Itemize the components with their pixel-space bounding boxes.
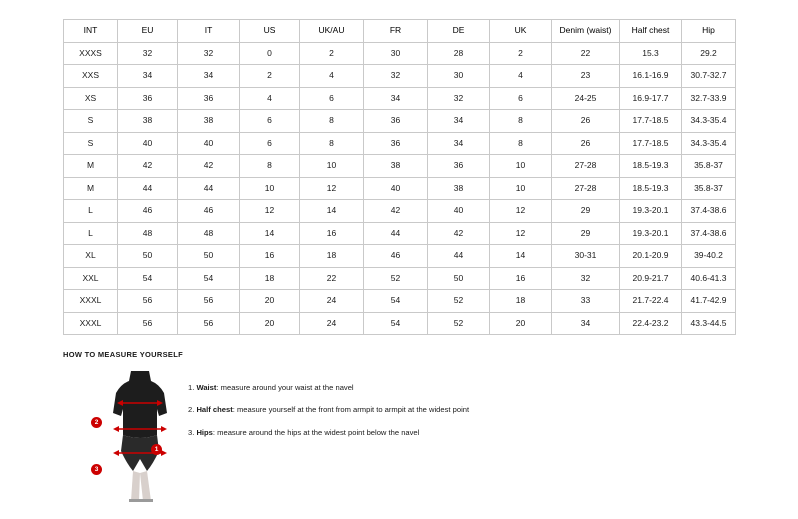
table-cell-hip: 43.3-44.5 (682, 312, 736, 335)
column-header-de: DE (428, 20, 490, 43)
table-cell-de: 34 (428, 110, 490, 133)
table-cell-int: M (64, 155, 118, 178)
table-cell-fr: 42 (364, 200, 428, 223)
mannequin-illustration (101, 369, 179, 504)
table-cell-half-chest: 19.3-20.1 (620, 222, 682, 245)
table-row (64, 65, 736, 88)
table-cell-int: L (64, 222, 118, 245)
table-row (64, 110, 736, 133)
table-cell-int: L (64, 200, 118, 223)
column-header-eu: EU (118, 20, 178, 43)
table-cell-eu: 56 (118, 312, 178, 335)
table-cell-half-chest: 16.9-17.7 (620, 87, 682, 110)
table-cell-hip: 30.7-32.7 (682, 65, 736, 88)
instruction-line-3 (188, 428, 469, 437)
table-cell-half-chest: 21.7-22.4 (620, 290, 682, 313)
table-cell-fr: 54 (364, 312, 428, 335)
table-cell-hip: 35.8-37 (682, 177, 736, 200)
table-cell-uk-au: 10 (300, 155, 364, 178)
table-cell-it: 36 (178, 87, 240, 110)
table-row (64, 200, 736, 223)
measurement-instructions (188, 369, 469, 437)
table-row (64, 267, 736, 290)
table-cell-de: 40 (428, 200, 490, 223)
table-cell-half-chest: 18.5-19.3 (620, 155, 682, 178)
table-cell-uk-au: 4 (300, 65, 364, 88)
table-cell-eu: 54 (118, 267, 178, 290)
table-cell-eu: 46 (118, 200, 178, 223)
table-cell-de: 42 (428, 222, 490, 245)
table-cell-eu: 50 (118, 245, 178, 268)
table-row (64, 132, 736, 155)
table-header-row (64, 20, 736, 43)
table-cell-it: 56 (178, 290, 240, 313)
table-cell-uk-au: 24 (300, 290, 364, 313)
badge-3-hips: 3 (91, 464, 102, 475)
table-cell-uk-au: 2 (300, 42, 364, 65)
stand-base (129, 499, 153, 502)
table-cell-hip: 37.4-38.6 (682, 200, 736, 223)
instruction-text: : measure yourself at the front from armpit to armpit at the widest point (232, 405, 470, 415)
table-cell-it: 42 (178, 155, 240, 178)
table-cell-us: 2 (240, 65, 300, 88)
table-cell-denim-waist: 33 (552, 290, 620, 313)
table-cell-us: 4 (240, 87, 300, 110)
table-cell-denim-waist: 34 (552, 312, 620, 335)
table-cell-int: XXXL (64, 290, 118, 313)
table-cell-it: 50 (178, 245, 240, 268)
table-cell-fr: 38 (364, 155, 428, 178)
table-cell-us: 6 (240, 110, 300, 133)
column-header-uk: UK (490, 20, 552, 43)
table-cell-eu: 48 (118, 222, 178, 245)
table-cell-uk: 14 (490, 245, 552, 268)
table-row (64, 290, 736, 313)
table-cell-eu: 40 (118, 132, 178, 155)
left-leg-shape (131, 471, 140, 501)
table-cell-hip: 34.3-35.4 (682, 110, 736, 133)
table-cell-de: 30 (428, 65, 490, 88)
table-cell-fr: 34 (364, 87, 428, 110)
table-cell-eu: 32 (118, 42, 178, 65)
table-cell-half-chest: 17.7-18.5 (620, 132, 682, 155)
table-cell-denim-waist: 32 (552, 267, 620, 290)
table-cell-us: 10 (240, 177, 300, 200)
table-cell-int: S (64, 110, 118, 133)
waist-arrow-left (113, 426, 119, 432)
table-cell-half-chest: 15.3 (620, 42, 682, 65)
table-cell-uk: 8 (490, 132, 552, 155)
table-cell-fr: 54 (364, 290, 428, 313)
table-cell-uk: 20 (490, 312, 552, 335)
table-cell-uk: 10 (490, 177, 552, 200)
table-cell-uk-au: 24 (300, 312, 364, 335)
table-cell-de: 52 (428, 312, 490, 335)
table-cell-de: 34 (428, 132, 490, 155)
column-header-half-chest: Half chest (620, 20, 682, 43)
hips-arrow-right (161, 450, 167, 456)
table-cell-it: 34 (178, 65, 240, 88)
table-cell-eu: 36 (118, 87, 178, 110)
table-cell-uk: 10 (490, 155, 552, 178)
column-header-uk-au: UK/AU (300, 20, 364, 43)
table-cell-us: 16 (240, 245, 300, 268)
table-cell-uk-au: 8 (300, 132, 364, 155)
instruction-text: : measure around the hips at the widest point below the navel (212, 427, 420, 437)
table-cell-uk-au: 8 (300, 110, 364, 133)
table-row (64, 155, 736, 178)
table-cell-int: XXL (64, 267, 118, 290)
hips-arrow-left (113, 450, 119, 456)
table-cell-hip: 35.8-37 (682, 155, 736, 178)
table-cell-uk: 16 (490, 267, 552, 290)
table-row (64, 312, 736, 335)
table-cell-half-chest: 20.1-20.9 (620, 245, 682, 268)
table-cell-uk-au: 22 (300, 267, 364, 290)
table-cell-it: 44 (178, 177, 240, 200)
table-cell-int: M (64, 177, 118, 200)
table-cell-hip: 34.3-35.4 (682, 132, 736, 155)
table-cell-de: 28 (428, 42, 490, 65)
column-header-it: IT (178, 20, 240, 43)
table-cell-hip: 39-40.2 (682, 245, 736, 268)
measurement-figure (63, 369, 188, 504)
table-cell-eu: 56 (118, 290, 178, 313)
table-row (64, 87, 736, 110)
table-row (64, 42, 736, 65)
table-cell-half-chest: 17.7-18.5 (620, 110, 682, 133)
table-cell-de: 50 (428, 267, 490, 290)
instruction-text: : measure around your waist at the navel (216, 383, 354, 392)
table-cell-hip: 41.7-42.9 (682, 290, 736, 313)
instruction-number: 2. (188, 405, 197, 415)
table-cell-it: 46 (178, 200, 240, 223)
column-header-hip: Hip (682, 20, 736, 43)
table-cell-denim-waist: 27-28 (552, 155, 620, 178)
table-cell-uk-au: 14 (300, 200, 364, 223)
table-cell-uk: 6 (490, 87, 552, 110)
instruction-line-1 (188, 383, 469, 392)
column-header-fr: FR (364, 20, 428, 43)
table-cell-denim-waist: 30-31 (552, 245, 620, 268)
table-cell-uk: 4 (490, 65, 552, 88)
table-cell-fr: 46 (364, 245, 428, 268)
table-cell-half-chest: 18.5-19.3 (620, 177, 682, 200)
table-cell-int: XXS (64, 65, 118, 88)
table-cell-uk-au: 16 (300, 222, 364, 245)
table-cell-fr: 52 (364, 267, 428, 290)
table-cell-uk: 2 (490, 42, 552, 65)
table-row (64, 177, 736, 200)
instruction-term: Waist (196, 383, 217, 392)
table-cell-denim-waist: 26 (552, 110, 620, 133)
instruction-number: 1. (188, 383, 197, 392)
table-cell-us: 8 (240, 155, 300, 178)
table-cell-int: S (64, 132, 118, 155)
table-cell-de: 52 (428, 290, 490, 313)
how-to-measure-section (63, 350, 743, 504)
table-cell-it: 54 (178, 267, 240, 290)
table-cell-eu: 38 (118, 110, 178, 133)
table-cell-de: 36 (428, 155, 490, 178)
table-cell-hip: 29.2 (682, 42, 736, 65)
table-cell-eu: 34 (118, 65, 178, 88)
instruction-term: Hips (196, 427, 213, 437)
table-cell-fr: 44 (364, 222, 428, 245)
column-header-us: US (240, 20, 300, 43)
table-cell-denim-waist: 24-25 (552, 87, 620, 110)
table-cell-denim-waist: 29 (552, 200, 620, 223)
badge-1-waist: 1 (151, 444, 162, 455)
table-cell-uk-au: 6 (300, 87, 364, 110)
table-cell-us: 20 (240, 312, 300, 335)
table-cell-eu: 42 (118, 155, 178, 178)
table-cell-uk: 12 (490, 200, 552, 223)
table-cell-fr: 36 (364, 132, 428, 155)
table-cell-uk: 18 (490, 290, 552, 313)
table-cell-us: 0 (240, 42, 300, 65)
table-cell-us: 6 (240, 132, 300, 155)
table-cell-denim-waist: 27-28 (552, 177, 620, 200)
column-header-int: INT (64, 20, 118, 43)
table-cell-fr: 40 (364, 177, 428, 200)
table-cell-int: XL (64, 245, 118, 268)
table-cell-int: XXXL (64, 312, 118, 335)
instruction-line-2 (188, 405, 469, 414)
table-cell-it: 32 (178, 42, 240, 65)
table-cell-uk: 8 (490, 110, 552, 133)
table-cell-int: XXXS (64, 42, 118, 65)
table-cell-eu: 44 (118, 177, 178, 200)
table-cell-half-chest: 20.9-21.7 (620, 267, 682, 290)
table-cell-denim-waist: 26 (552, 132, 620, 155)
badge-2-half-chest: 2 (91, 417, 102, 428)
table-cell-uk: 12 (490, 222, 552, 245)
table-row (64, 245, 736, 268)
table-row (64, 222, 736, 245)
table-cell-us: 18 (240, 267, 300, 290)
how-to-measure-title: HOW TO MEASURE YOURSELF (63, 350, 183, 359)
table-cell-it: 38 (178, 110, 240, 133)
table-cell-us: 14 (240, 222, 300, 245)
table-cell-hip: 37.4-38.6 (682, 222, 736, 245)
size-conversion-table (63, 19, 736, 335)
table-cell-it: 48 (178, 222, 240, 245)
table-cell-it: 56 (178, 312, 240, 335)
table-cell-de: 32 (428, 87, 490, 110)
column-header-denim-waist: Denim (waist) (552, 20, 620, 43)
table-cell-hip: 32.7-33.9 (682, 87, 736, 110)
table-cell-half-chest: 22.4-23.2 (620, 312, 682, 335)
table-cell-half-chest: 16.1-16.9 (620, 65, 682, 88)
table-cell-uk-au: 12 (300, 177, 364, 200)
table-cell-denim-waist: 22 (552, 42, 620, 65)
table-cell-us: 12 (240, 200, 300, 223)
table-cell-fr: 36 (364, 110, 428, 133)
table-cell-fr: 30 (364, 42, 428, 65)
right-leg-shape (140, 471, 151, 501)
table-cell-half-chest: 19.3-20.1 (620, 200, 682, 223)
table-cell-fr: 32 (364, 65, 428, 88)
instruction-number: 3. (188, 427, 197, 437)
table-cell-denim-waist: 29 (552, 222, 620, 245)
instruction-term: Half chest (196, 405, 233, 415)
waist-arrow-right (161, 426, 167, 432)
table-cell-denim-waist: 23 (552, 65, 620, 88)
table-cell-uk-au: 18 (300, 245, 364, 268)
table-cell-hip: 40.6-41.3 (682, 267, 736, 290)
table-cell-it: 40 (178, 132, 240, 155)
table-cell-int: XS (64, 87, 118, 110)
table-cell-de: 38 (428, 177, 490, 200)
table-cell-de: 44 (428, 245, 490, 268)
table-cell-us: 20 (240, 290, 300, 313)
